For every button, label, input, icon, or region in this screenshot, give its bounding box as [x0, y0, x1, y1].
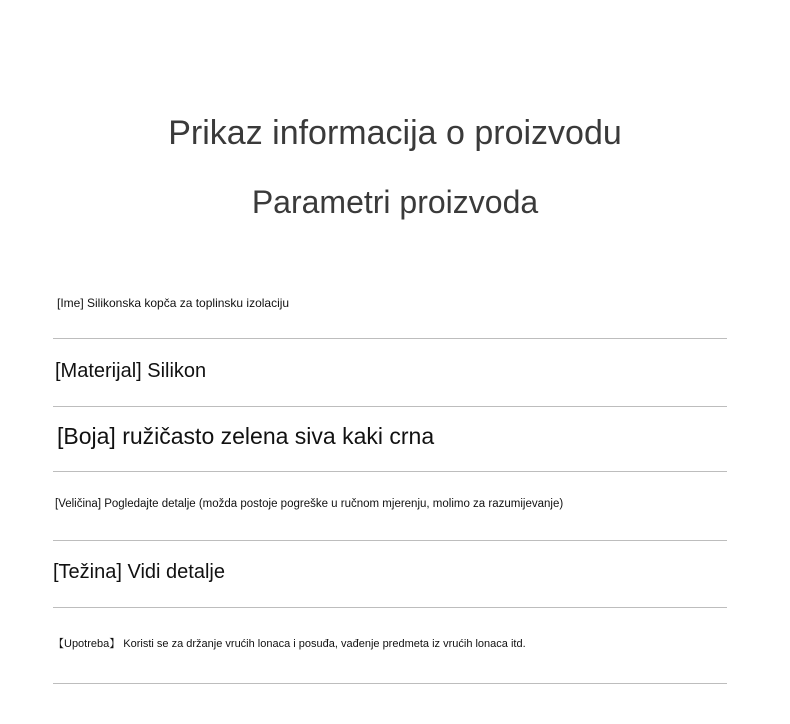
divider	[53, 683, 727, 684]
param-weight: [Težina] Vidi detalje	[53, 561, 225, 583]
divider	[53, 471, 727, 472]
divider	[53, 338, 727, 339]
divider	[53, 540, 727, 541]
divider	[53, 406, 727, 407]
section-subtitle: Parametri proizvoda	[251, 184, 539, 220]
param-usage: 【Upotreba】 Koristi se za držanje vrućih lonaca i posuđa, vađenje predmeta iz vrućih lonaca itd.	[53, 638, 526, 650]
param-color: [Boja] ružičasto zelena siva kaki crna	[57, 423, 435, 449]
param-size: [Veličina] Pogledajte detalje (možda postoje pogreške u ručnom mjerenju, molimo za razumijevanje)	[55, 498, 564, 510]
param-name: [Ime] Silikonska kopča za toplinsku izolaciju	[57, 296, 290, 310]
param-material: [Materijal] Silikon	[55, 360, 207, 382]
page-title: Prikaz informacija o proizvodu	[168, 114, 622, 152]
divider	[53, 607, 727, 608]
